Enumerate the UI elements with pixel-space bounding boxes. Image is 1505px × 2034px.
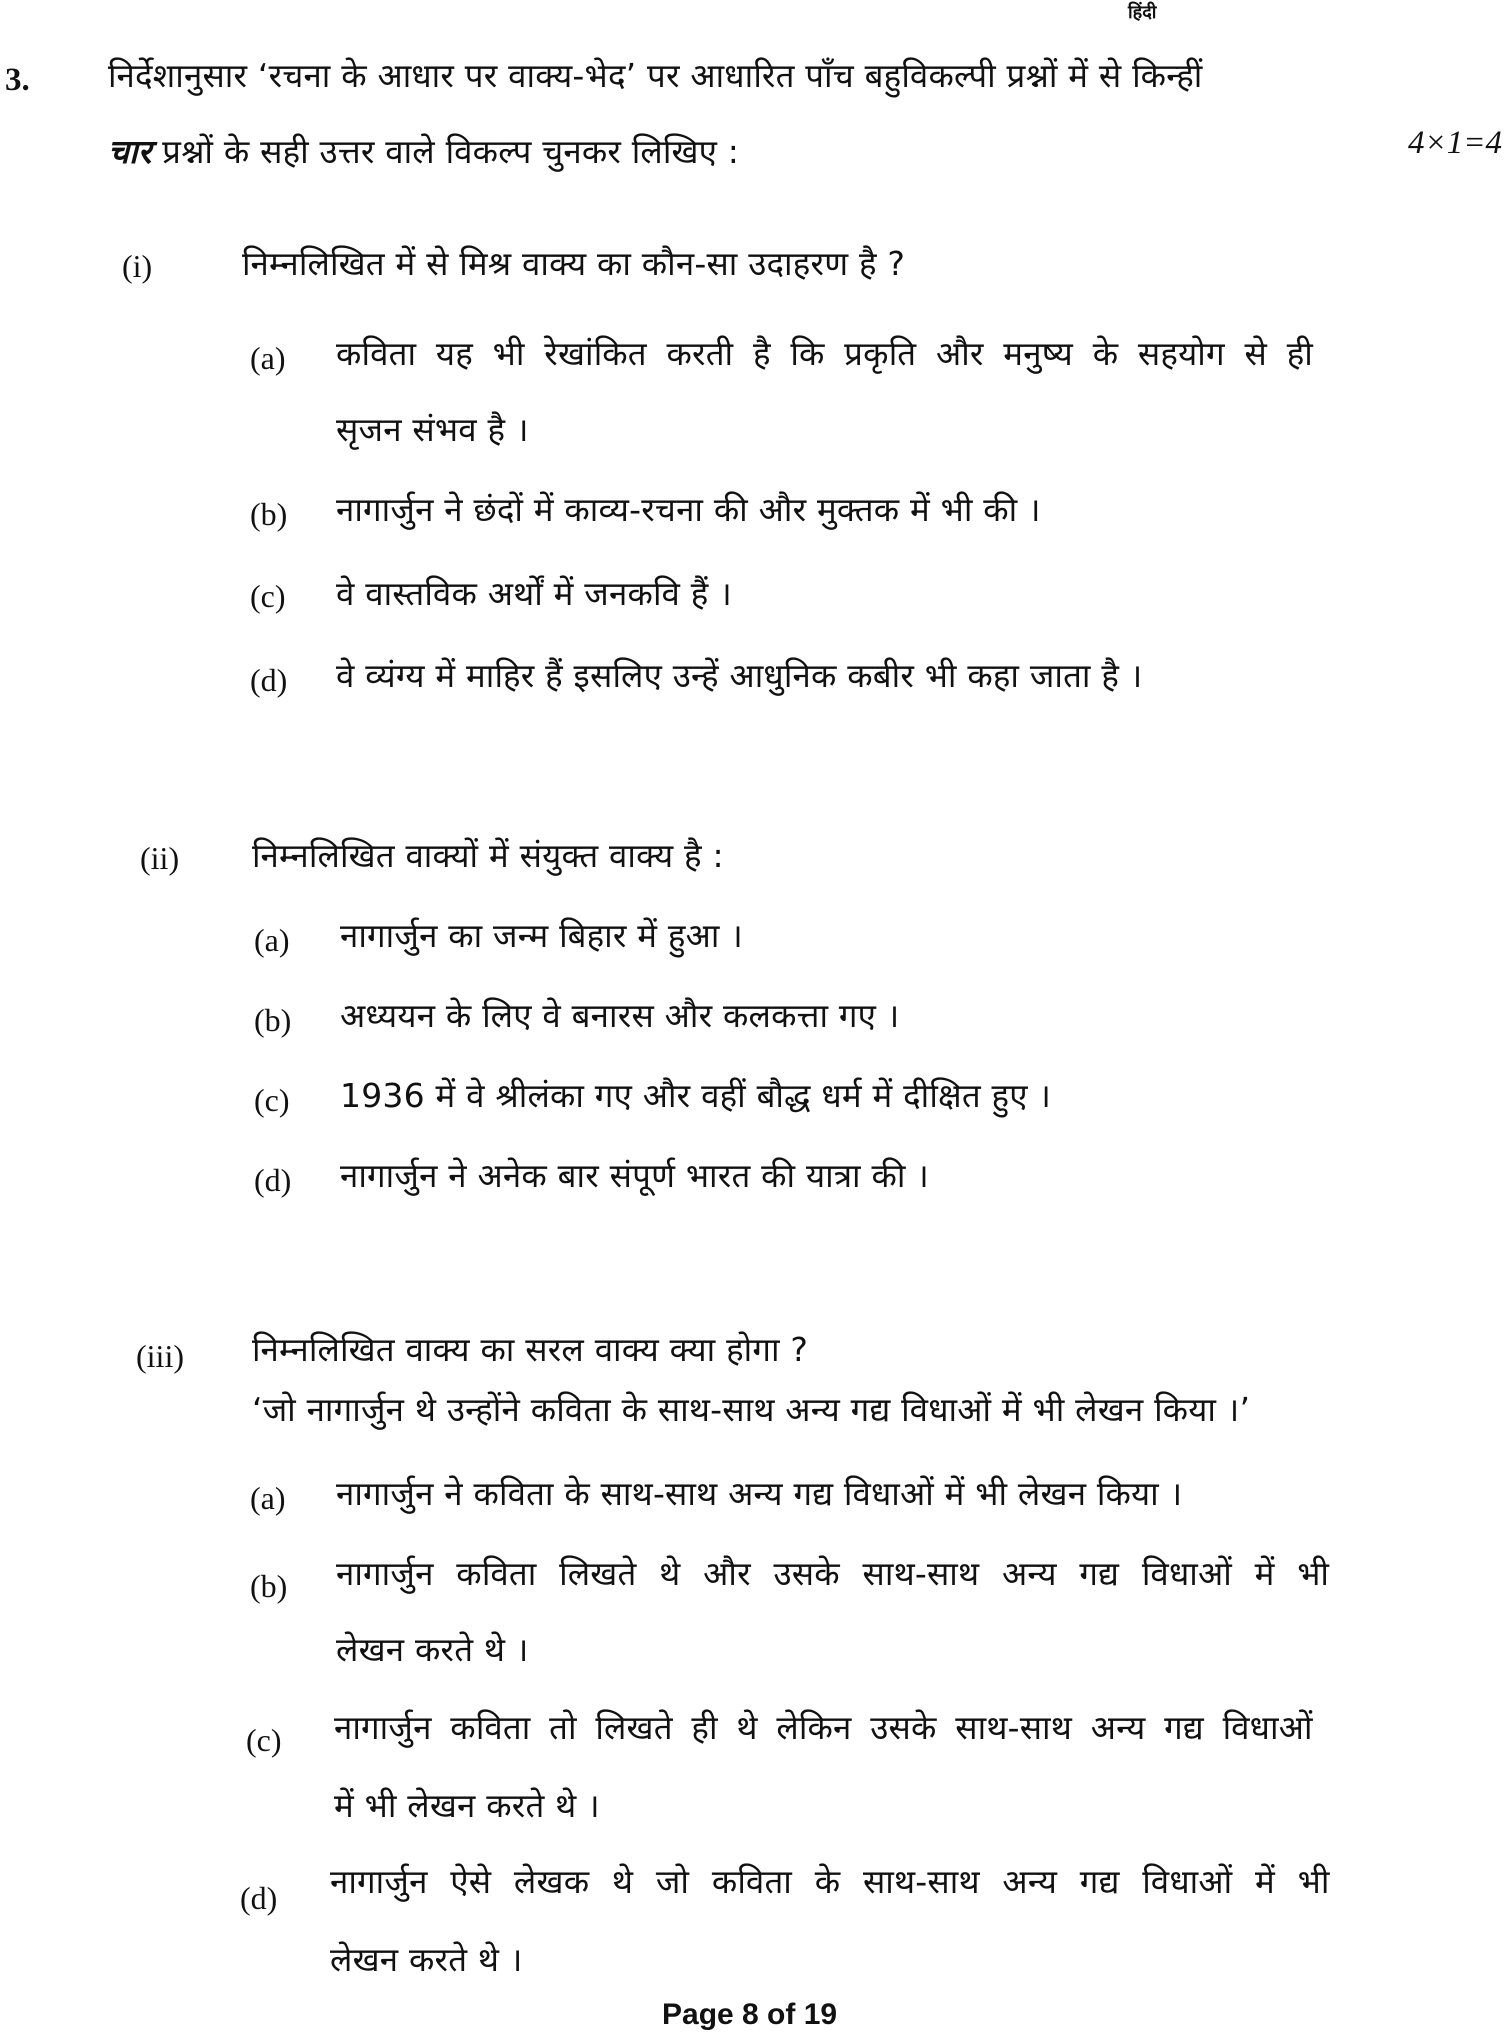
- option-text: नागार्जुन ने कविता के साथ-साथ अन्य गद्य विधाओं में भी लेखन किया ।: [336, 1474, 1183, 1513]
- option-text: 1936 में वे श्रीलंका गए और वहीं बौद्ध धर्म में दीक्षित हुए ।: [340, 1076, 1052, 1115]
- option-text: नागार्जुन ने छंदों में काव्य-रचना की और मुक्तक में भी की ।: [336, 490, 1041, 529]
- option-text: अध्ययन के लिए वे बनारस और कलकत्ता गए ।: [340, 996, 900, 1035]
- option-label: (c): [246, 1722, 282, 1758]
- option-label: (b): [250, 496, 288, 532]
- subquestion-prompt: निम्नलिखित वाक्य का सरल वाक्य क्या होगा ?: [252, 1330, 809, 1369]
- option-label: (b): [254, 1002, 292, 1038]
- option-text: नागार्जुन कविता तो लिखते ही थे लेकिन उसके साथ-साथ अन्य गद्य विधाओं: [334, 1708, 1313, 1747]
- subquestion-label: (iii): [136, 1338, 184, 1374]
- instruction-rest: प्रश्नों के सही उत्तर वाले विकल्प चुनकर लिखिए :: [151, 132, 740, 171]
- option-label: (a): [254, 922, 290, 958]
- option-label: (d): [254, 1162, 292, 1198]
- question-instruction-line2: [108, 128, 739, 173]
- option-text-continued: लेखन करते थे ।: [330, 1940, 523, 1979]
- page-number-footer: Page 8 of 19: [662, 1998, 838, 2031]
- question-number: 3.: [5, 62, 30, 98]
- question-instruction-line1: निर्देशानुसार ‘रचना के आधार पर वाक्य-भेद’ पर आधारित पाँच बहुविकल्पी प्रश्नों में से किन्हीं: [108, 56, 1203, 95]
- option-text: कविता यह भी रेखांकित करती है कि प्रकृति और मनुष्य के सहयोग से ही: [336, 334, 1313, 373]
- option-text-continued: सृजन संभव है ।: [336, 410, 529, 449]
- option-text: नागार्जुन ने अनेक बार संपूर्ण भारत की यात्रा की ।: [340, 1156, 929, 1195]
- emphasis-word: चार: [108, 132, 152, 171]
- marks-allocation: 4×1=4: [1408, 125, 1503, 161]
- option-text: वे वास्तविक अर्थों में जनकवि हैं ।: [336, 574, 732, 613]
- header-stamp: हिंदी: [1128, 2, 1157, 23]
- option-label: (a): [250, 1480, 286, 1516]
- option-text: नागार्जुन कविता लिखते थे और उसके साथ-साथ अन्य गद्य विधाओं में भी: [336, 1554, 1330, 1593]
- option-label: (a): [250, 340, 286, 376]
- option-label: (d): [250, 662, 288, 698]
- option-text-continued: लेखन करते थे ।: [336, 1630, 529, 1669]
- option-text: नागार्जुन का जन्म बिहार में हुआ ।: [340, 916, 743, 955]
- subquestion-label: (ii): [140, 840, 180, 876]
- quoted-sentence: ‘जो नागार्जुन थे उन्होंने कविता के साथ-साथ अन्य गद्य विधाओं में भी लेखन किया ।’: [252, 1390, 1251, 1429]
- option-text: नागार्जुन ऐसे लेखक थे जो कविता के साथ-साथ अन्य गद्य विधाओं में भी: [330, 1862, 1330, 1901]
- subquestion-prompt: निम्नलिखित में से मिश्र वाक्य का कौन-सा उदाहरण है ?: [242, 244, 906, 283]
- option-label: (b): [250, 1568, 288, 1604]
- option-text: वे व्यंग्य में माहिर हैं इसलिए उन्हें आधुनिक कबीर भी कहा जाता है ।: [336, 656, 1143, 695]
- option-label: (d): [240, 1880, 278, 1916]
- option-text-continued: में भी लेखन करते थे ।: [334, 1786, 600, 1825]
- subquestion-prompt: निम्नलिखित वाक्यों में संयुक्त वाक्य है :: [252, 836, 724, 875]
- option-label: (c): [254, 1082, 290, 1118]
- option-label: (c): [250, 578, 286, 614]
- subquestion-label: (i): [122, 248, 153, 284]
